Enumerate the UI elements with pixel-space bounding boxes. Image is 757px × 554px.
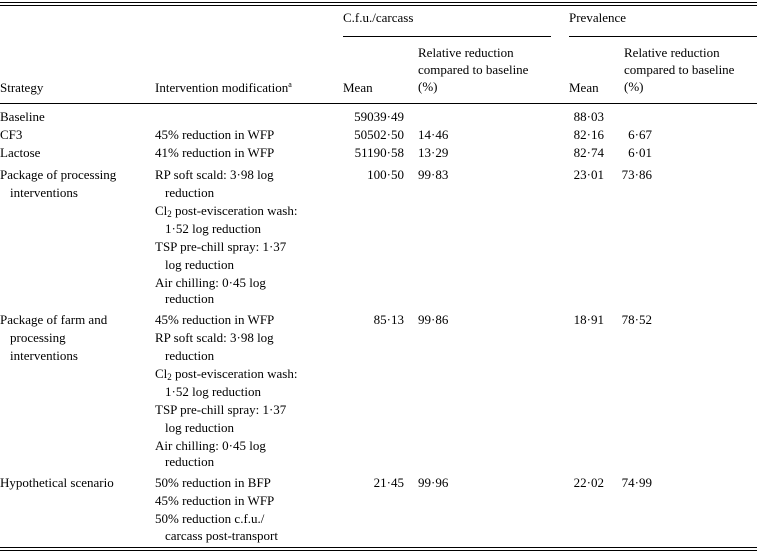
row-processing-intervention-3-text: post-evisceration wash: bbox=[175, 203, 298, 218]
row-hypothetical-strategy: Hypothetical scenario bbox=[0, 475, 114, 490]
row-farm-cfu-rel: 99·86 bbox=[418, 312, 449, 327]
chem-subscript: 2 bbox=[167, 209, 172, 219]
header-rule bbox=[0, 103, 757, 104]
row-farm-strategy-line1: Package of farm and bbox=[0, 312, 108, 327]
row-processing-strategy-line2: interventions bbox=[10, 185, 78, 200]
header-intervention-text: Intervention modification bbox=[155, 80, 289, 95]
header-intervention bbox=[155, 79, 292, 97]
row-farm-prev-mean: 18·91 bbox=[573, 312, 604, 327]
row-farm-intervention-9: reduction bbox=[165, 454, 215, 469]
cfu-group-rule bbox=[343, 36, 551, 37]
row-processing-intervention-7: Air chilling: 0·45 log bbox=[155, 275, 266, 290]
header-cfu-group: C.f.u./carcass bbox=[343, 10, 414, 25]
row-cf3-strategy: CF3 bbox=[0, 127, 23, 142]
row-farm-strategy-line2: processing bbox=[10, 330, 66, 345]
row-processing-intervention-6: log reduction bbox=[165, 257, 234, 272]
row-processing-intervention-1: RP soft scald: 3·98 log bbox=[155, 167, 274, 182]
row-processing-intervention-2: reduction bbox=[165, 185, 215, 200]
row-baseline-strategy: Baseline bbox=[0, 109, 45, 124]
header-cfu-rel-line2: compared to baseline bbox=[418, 62, 529, 77]
chem-subscript-2: 2 bbox=[167, 372, 172, 382]
row-hypothetical-intervention-1: 50% reduction in BFP bbox=[155, 475, 271, 490]
chem-symbol-2: Cl bbox=[155, 366, 168, 381]
row-baseline-cfu-mean: 59039·49 bbox=[354, 109, 404, 124]
row-farm-intervention-3: reduction bbox=[165, 348, 215, 363]
row-hypothetical-prev-mean: 22·02 bbox=[573, 475, 604, 490]
row-lactose-prev-rel: 6·01 bbox=[628, 145, 652, 160]
row-cf3-cfu-mean: 50502·50 bbox=[354, 127, 404, 142]
bottom-rule bbox=[0, 547, 757, 548]
row-farm-intervention-4 bbox=[155, 365, 297, 383]
row-farm-intervention-7: log reduction bbox=[165, 420, 234, 435]
row-cf3-prev-rel: 6·67 bbox=[628, 127, 652, 142]
row-farm-prev-rel: 78·52 bbox=[621, 312, 652, 327]
prevalence-group-rule bbox=[569, 36, 757, 37]
row-processing-intervention-5: TSP pre-chill spray: 1·37 bbox=[155, 239, 287, 254]
header-prev-rel-line3: (%) bbox=[624, 79, 644, 94]
row-farm-intervention-5: 1·52 log reduction bbox=[165, 384, 262, 399]
row-farm-intervention-6: TSP pre-chill spray: 1·37 bbox=[155, 402, 287, 417]
chem-symbol: Cl bbox=[155, 203, 168, 218]
bottom-rule-2 bbox=[0, 550, 757, 551]
row-hypothetical-prev-rel: 74·99 bbox=[621, 475, 652, 490]
row-hypothetical-intervention-3: 50% reduction c.f.u./ bbox=[155, 511, 265, 526]
header-cfu-rel-line1: Relative reduction bbox=[418, 45, 514, 60]
top-rule-2 bbox=[0, 5, 757, 6]
row-processing-intervention-4: 1·52 log reduction bbox=[165, 221, 262, 236]
row-cf3-intervention: 45% reduction in WFP bbox=[155, 127, 275, 142]
row-hypothetical-intervention-4: carcass post-transport bbox=[165, 528, 278, 543]
row-processing-cfu-rel: 99·83 bbox=[418, 167, 449, 182]
row-processing-prev-mean: 23·01 bbox=[573, 167, 604, 182]
header-prev-mean: Mean bbox=[569, 80, 599, 95]
top-rule bbox=[0, 2, 757, 3]
row-farm-intervention-2: RP soft scald: 3·98 log bbox=[155, 330, 274, 345]
row-lactose-cfu-rel: 13·29 bbox=[418, 145, 449, 160]
row-cf3-cfu-rel: 14·46 bbox=[418, 127, 449, 142]
row-lactose-intervention: 41% reduction in WFP bbox=[155, 145, 275, 160]
header-prev-rel-line2: compared to baseline bbox=[624, 62, 735, 77]
row-processing-cfu-mean: 100·50 bbox=[367, 167, 404, 182]
row-farm-intervention-1: 45% reduction in WFP bbox=[155, 312, 275, 327]
row-farm-intervention-8: Air chilling: 0·45 log bbox=[155, 438, 266, 453]
row-lactose-strategy: Lactose bbox=[0, 145, 41, 160]
row-lactose-cfu-mean: 51190·58 bbox=[354, 145, 404, 160]
row-lactose-prev-mean: 82·74 bbox=[573, 145, 604, 160]
row-processing-intervention-8: reduction bbox=[165, 291, 215, 306]
header-prev-rel-line1: Relative reduction bbox=[624, 45, 720, 60]
row-cf3-prev-mean: 82·16 bbox=[573, 127, 604, 142]
header-strategy: Strategy bbox=[0, 80, 44, 95]
row-processing-prev-rel: 73·86 bbox=[621, 167, 652, 182]
row-farm-intervention-4-text: post-evisceration wash: bbox=[175, 366, 298, 381]
row-hypothetical-cfu-mean: 21·45 bbox=[373, 475, 404, 490]
row-processing-strategy-line1: Package of processing bbox=[0, 167, 117, 182]
row-farm-cfu-mean: 85·13 bbox=[373, 312, 404, 327]
row-baseline-prev-mean: 88·03 bbox=[573, 109, 604, 124]
header-cfu-rel-line3: (%) bbox=[418, 79, 438, 94]
header-intervention-footnote: a bbox=[288, 80, 292, 89]
row-hypothetical-cfu-rel: 99·96 bbox=[418, 475, 449, 490]
header-prevalence-group: Prevalence bbox=[569, 10, 627, 25]
header-cfu-mean: Mean bbox=[343, 80, 373, 95]
row-farm-strategy-line3: interventions bbox=[10, 348, 78, 363]
row-hypothetical-intervention-2: 45% reduction in WFP bbox=[155, 493, 275, 508]
row-processing-intervention-3 bbox=[155, 202, 297, 220]
